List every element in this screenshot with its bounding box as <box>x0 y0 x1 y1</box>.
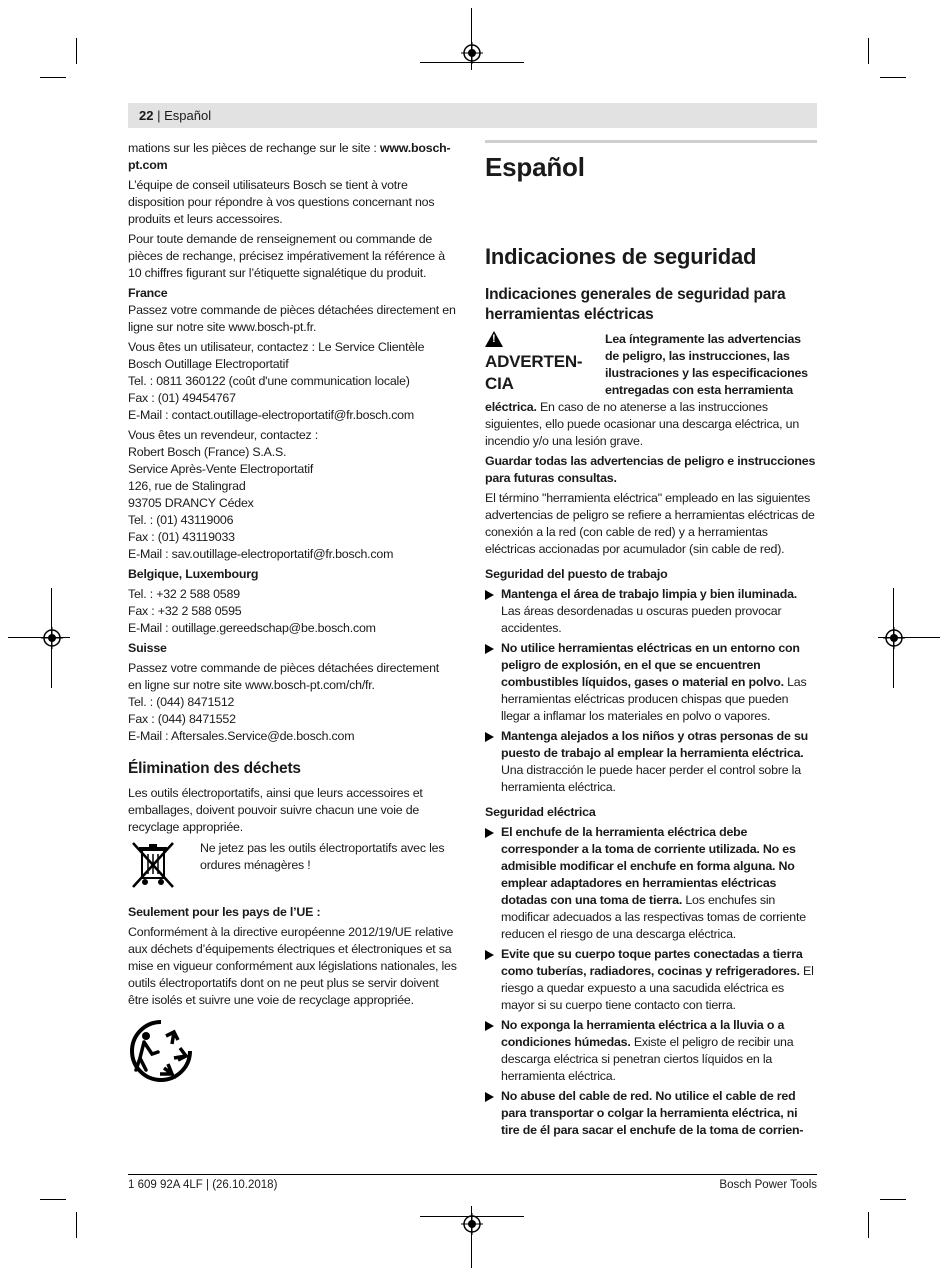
weee-text: Ne jetez pas les outils électroportatifs avec les ordures ménagères ! <box>200 841 445 872</box>
france-order-paragraph: Passez votre commande de pièces détachées directement en ligne sur notre site www.bosch-pt.fr. <box>128 303 456 334</box>
reference-paragraph: Pour toute demande de renseignement ou commande de pièces de rechange, précisez impérativement la référence à 10 chiffres figurant sur l’étiquette signalétique du produit. <box>128 232 445 280</box>
bullet-arrow-icon <box>485 950 494 960</box>
document-reference: 1 609 92A 4LF | (26.10.2018) <box>128 1179 278 1191</box>
page-header: 22 | Español <box>128 103 817 128</box>
registration-mark-icon <box>461 1213 483 1235</box>
bullet-arrow-icon <box>485 828 494 838</box>
registration-mark-icon <box>41 627 63 649</box>
section-rule <box>485 140 817 143</box>
warning-rest-text: En caso de no atenerse a las instrucciones siguientes, ello puede ocasionar una descarga eléctrica, un incendio y/o una lesión grave. <box>485 400 800 448</box>
list-item: Mantenga alejados a los niños y otras personas de su puesto de trabajo al emplear la herramienta eléctrica. Una distracción le puede hacer perder el control sobre la herramienta eléctrica. <box>485 728 817 796</box>
general-safety-heading: Indicaciones generales de seguridad para herramientas eléctricas <box>485 286 786 323</box>
list-item: Mantenga el área de trabajo limpia y bien iluminada. Las áreas desordenadas u oscuras pueden provocar accidentes. <box>485 586 817 637</box>
eu-directive-paragraph: Conformément à la directive européenne 2012/19/UE relative aux déchets d’équipements électriques et électroniques et sa mise en vigueur conformément aux législations nationales, les outils électroportatifs dont on ne peut plus se servir doivent être isolés et suivre une voie de recyclage appropriée. <box>128 925 457 1007</box>
language-title: Español <box>485 152 585 182</box>
page-footer <box>128 1174 817 1191</box>
safety-heading: Indicaciones de seguridad <box>485 244 757 269</box>
electrical-safety-heading: Seguridad eléctrica <box>485 805 596 819</box>
list-item: Evite que su cuerpo toque partes conectadas a tierra como tuberías, radiadores, cocinas y refrigeradores. El riesgo a quedar expuesto a una sacudida eléctrica es mayor si su cuerpo tiene contacto con tierra. <box>485 946 817 1014</box>
crossed-out-bin-icon <box>128 840 178 890</box>
france-user-contact: Vous êtes un utilisateur, contactez : Le Service Clientèle Bosch Outillage Electroportatif Tel. : 0811 360122 (coût d'une communication locale) Fax : (01) 49454767 E-Mail : contact.outillage-electroportatif@fr.bosch.com <box>128 340 425 422</box>
keep-instructions: Guardar todas las advertencias de peligro e instrucciones para futuras consultas. <box>485 454 816 485</box>
suisse-heading: Suisse <box>128 641 167 655</box>
france-heading: France <box>128 286 168 300</box>
bosch-link: www.bosch-pt.com <box>128 141 451 172</box>
list-item: No utilice herramientas eléctricas en un entorno con peligro de explosión, en el que se encuentren combustibles líquidos, gases o material en polvo. Las herramientas eléctricas producen chispas que pueden llegar a inflamar los materiales en polvo o vapores. <box>485 640 817 725</box>
registration-mark-icon <box>883 627 905 649</box>
france-dealer-contact: Vous êtes un revendeur, contactez : Robert Bosch (France) S.A.S. Service Après-Vente Electroportatif 126, rue de Stalingrad 93705 DRANCY Cédex Tel. : (01) 43119006 Fax : (01) 43119033 E-Mail : sav.outillage-electroportatif@fr.bosch.com <box>128 428 394 561</box>
left-column <box>128 140 458 1089</box>
belgique-contact: Tel. : +32 2 588 0589 Fax : +32 2 588 0595 E-Mail : outillage.gereedschap@be.bosch.com <box>128 587 376 635</box>
right-column <box>485 140 817 1142</box>
registration-mark-icon <box>461 42 483 64</box>
bullet-arrow-icon <box>485 732 494 742</box>
eu-only-heading: Seulement pour les pays de l’UE : <box>128 905 321 919</box>
list-item: El enchufe de la herramienta eléctrica debe corresponder a la toma de corriente utilizada. No es admisible modificar el enchufe en forma alguna. No emplear adaptadores en herramientas eléctricas dotadas con una toma de tierra. Los enchufes sin modificar adecuados a las respectivas tomas de corriente reducen el riesgo de una descarga eléctrica. <box>485 824 817 943</box>
workplace-safety-heading: Seguridad del puesto de trabajo <box>485 567 668 581</box>
brand-name: Bosch Power Tools <box>719 1179 817 1191</box>
disposal-heading: Élimination des déchets <box>128 760 301 777</box>
warning-triangle-icon: ! <box>485 331 503 347</box>
bullet-arrow-icon <box>485 1092 494 1102</box>
belgique-heading: Belgique, Luxembourg <box>128 567 259 581</box>
bullet-arrow-icon <box>485 590 494 600</box>
list-item: No abuse del cable de red. No utilice el cable de red para transportar o colgar la herramienta eléctrica, ni tire de él para sacar el enchufe de la toma de corrien- <box>485 1088 817 1139</box>
list-item: No exponga la herramienta eléctrica a la lluvia o a condiciones húmedas. Existe el peligro de recibir una descarga eléctrica si penetran ciertos líquidos en la herramienta eléctrica. <box>485 1017 817 1085</box>
warning-block <box>485 331 817 450</box>
header-section: Español <box>164 108 212 123</box>
term-definition: El término "herramienta eléctrica" empleado en las siguientes advertencias de peligro se refiere a herramientas eléctricas de conexión a la red (con cable de red) y a herramientas eléctricas accionadas por acumulador (sin cable de red). <box>485 491 815 556</box>
intro-paragraph: mations sur les pièces de rechange sur le site : www.bosch-pt.com <box>128 141 451 172</box>
warning-bold-text: Lea íntegramente las advertencias de peligro, las instrucciones, las ilustraciones y las especificaciones entregadas con esta herramienta eléctrica. <box>485 332 808 414</box>
weee-notice <box>128 840 458 890</box>
bullet-arrow-icon <box>485 644 494 654</box>
suisse-contact: Passez votre commande de pièces détachées directement en ligne sur notre site www.bosch-pt.com/ch/fr. Tel. : (044) 8471512 Fax : (044) 8471552 E-Mail : Aftersales.Service@de.bosch.com <box>128 661 440 743</box>
triman-recycling-icon <box>128 1018 194 1084</box>
warning-label: ! ADVERTEN-CIA <box>485 333 583 393</box>
page-number: 22 <box>139 108 154 123</box>
advisor-paragraph: L’équipe de conseil utilisateurs Bosch se tient à votre disposition pour répondre à vos questions concernant nos produits et leurs accessoires. <box>128 178 435 226</box>
disposal-paragraph: Les outils électroportatifs, ainsi que leurs accessoires et emballages, doivent pouvoir suivre chacun une voie de recyclage appropriée. <box>128 786 423 834</box>
bullet-arrow-icon <box>485 1021 494 1031</box>
